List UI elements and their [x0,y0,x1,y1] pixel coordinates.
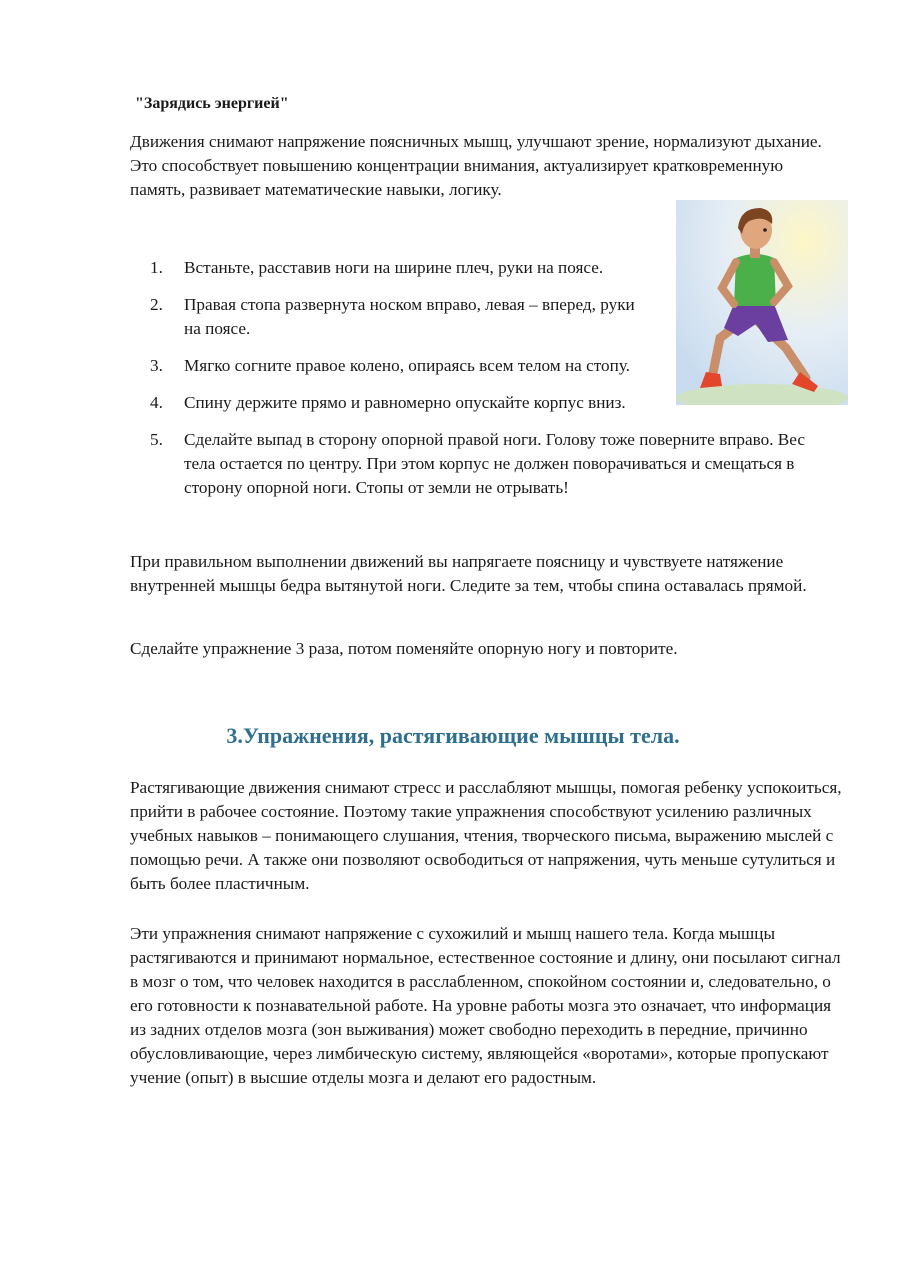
step-text: Встаньте, расставив ноги на ширине плеч, руки на поясе. [184,258,604,277]
repeat-instruction: Сделайте упражнение 3 раза, потом поменяйте опорную ногу и повторите. [130,639,678,658]
section-paragraph-2: Эти упражнения снимают напряжение с сухожилий и мышц нашего тела. Когда мышцы растягиваются и принимают нормальное, естественное состояние и длину, они посылают сигнал в мозг о том, что человек находится в расслабленном, спокойном состоянии и, следовательно, о его готовности к познавательной работе. На уровне работы мозга это означает, что информация из задних отделов мозга (зон выживания) может свободно переходить в передние, причинно обусловливающие, через лимбическую систему, являющейся «воротами», которые пропускают учение (опыт) в высшие отделы мозга и делают его радостным. [130,924,841,1087]
step-number: 4. [150,393,163,412]
step-number: 5. [150,430,163,449]
list-item [150,256,704,280]
step-text: Правая стопа развернута носком вправо, левая – вперед, руки на поясе. [184,295,635,338]
step-number: 1. [150,258,163,277]
step-number: 2. [150,295,163,314]
exercise-title: "Зарядись энергией" [135,95,289,112]
step-text: Мягко согните правое колено, опираясь всем телом на стопу. [184,356,630,375]
execution-note: При правильном выполнении движений вы напрягаете поясницу и чувствуете натяжение внутренней мышцы бедра вытянутой ноги. Следите за тем, чтобы спина оставалась прямой. [130,552,807,595]
section-heading: 3.Упражнения, растягивающие мышцы тела. [226,723,680,748]
intro-paragraph: Движения снимают напряжение поясничных мышц, улучшают зрение, нормализуют дыхание. Это способствует повышению концентрации внимания, актуализирует кратковременную память, развивает математические навыки, логику. [130,132,822,199]
list-item [150,293,654,341]
step-number: 3. [150,356,163,375]
section-paragraph-1: Растягивающие движения снимают стресс и расслабляют мышцы, помогая ребенку успокоиться, прийти в рабочее состояние. Поэтому такие упражнения способствуют усилению различных учебных навыков – понимающего слушания, чтения, творческого письма, выражению мыслей с помощью речи. А также они позволяют освободиться от напряжения, чуть меньше сутулиться и быть более пластичным. [130,778,842,893]
step-text: Спину держите прямо и равномерно опускайте корпус вниз. [184,393,626,412]
step-text: Сделайте выпад в сторону опорной правой ноги. Голову тоже поверните вправо. Вес тела остается по центру. При этом корпус не должен поворачиваться и смещаться в сторону опорной ноги. Стопы от земли не отрывать! [184,430,805,497]
list-item [150,391,704,415]
exercising-boy-illustration [676,200,848,405]
list-item [150,428,834,500]
list-item [150,354,644,378]
